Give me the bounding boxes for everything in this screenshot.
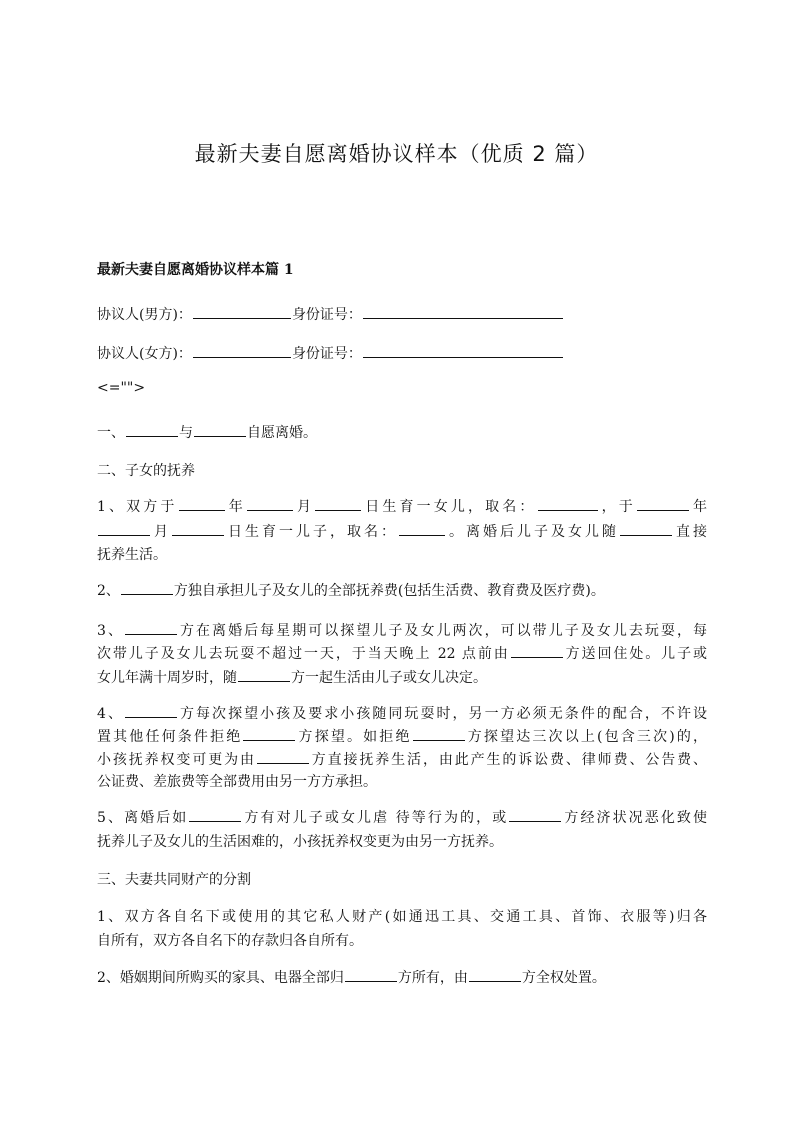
son-name-blank bbox=[399, 521, 445, 536]
item-2-3-line-1 bbox=[97, 620, 707, 640]
item-2-4-text: 小孩抚养权变可更为由 bbox=[97, 752, 256, 768]
item-2-1-text: 年 bbox=[225, 499, 246, 515]
item-2-1-text: 月 bbox=[151, 524, 171, 540]
item-2-4-blank bbox=[413, 726, 465, 741]
item-2-4-text: 置其他任何条件拒绝 bbox=[97, 729, 243, 745]
item-2-3-blank bbox=[511, 643, 563, 658]
clause-1-blank-a bbox=[126, 422, 178, 437]
item-2-3-text: 女儿年满十周岁时，随 bbox=[97, 670, 237, 686]
clause-1-mid: 与 bbox=[179, 425, 193, 441]
item-3-2-text: 方所有，由 bbox=[397, 970, 468, 986]
heading-2: 二、子女的抚养 bbox=[97, 463, 195, 479]
item-2-1-line-1 bbox=[97, 496, 707, 516]
stray-code-text: <=""> bbox=[97, 380, 146, 396]
item-2-3-text: 3、 bbox=[97, 623, 124, 639]
heading-3: 三、夫妻共同财产的分割 bbox=[97, 872, 251, 888]
item-2-5-line-1 bbox=[97, 807, 707, 827]
item-2-3-line-2 bbox=[97, 643, 707, 663]
item-2-5-blank bbox=[189, 807, 241, 822]
item-2-3-text: 次带儿子及女儿去玩耍不超过一天，于当天晚上 22 点前由 bbox=[97, 646, 510, 662]
item-2-5-blank bbox=[509, 807, 561, 822]
party-male-label: 协议人(男方)： bbox=[97, 307, 192, 323]
section-title: 最新夫妻自愿离婚协议样本篇 1 bbox=[97, 262, 294, 278]
item-2-1-text: 直接 bbox=[673, 524, 707, 540]
item-2-5-text: 方经济状况恶化致使 bbox=[562, 810, 707, 826]
item-2-4-text: 方探望。如拒绝 bbox=[296, 729, 412, 745]
item-2-5-line-2: 抚养儿子及女儿的生活困难的，小孩抚养权变更为由另一方抚养。 bbox=[97, 834, 503, 850]
item-2-3-line-3 bbox=[97, 667, 707, 687]
month-blank bbox=[247, 496, 293, 511]
item-2-1-line-2 bbox=[97, 521, 707, 541]
year-blank bbox=[179, 496, 225, 511]
item-2-4-line-4: 公证费、差旅费等全部费用由另一方方承担。 bbox=[97, 774, 377, 790]
item-2-3-text: 方在离婚后每星期可以探望儿子及女儿两次，可以带儿子及女儿去玩耍，每 bbox=[177, 623, 707, 639]
item-2-3-blank bbox=[125, 620, 177, 635]
item-2-1-text: 日生育一女儿，取名： bbox=[362, 499, 537, 515]
item-3-2-blank bbox=[469, 967, 521, 982]
item-2-4-text: 方探望达三次以上(包含三次)的， bbox=[465, 729, 708, 745]
clause-1-blank-b bbox=[194, 422, 246, 437]
item-2-1-text: 月 bbox=[293, 499, 315, 515]
item-2-3-text: 方一起生活由儿子或女儿决定。 bbox=[291, 670, 487, 686]
item-2-4-blank bbox=[243, 726, 295, 741]
item-2-2-text: 2、 bbox=[97, 583, 120, 599]
item-2-1-text: 1、双方于 bbox=[97, 499, 178, 515]
item-2-5-text: 方有对儿子或女儿虐 待等行为的，或 bbox=[242, 810, 509, 826]
item-2-4-line-2 bbox=[97, 726, 707, 746]
document-title: 最新夫妻自愿离婚协议样本（优质 2 篇） bbox=[194, 142, 599, 166]
item-2-4-text: 4、 bbox=[97, 706, 124, 722]
item-2-1-line-3: 抚养生活。 bbox=[97, 547, 167, 563]
item-2-3-text: 方送回住处。儿子或 bbox=[563, 646, 708, 662]
male-name-blank bbox=[193, 304, 291, 319]
clause-1-suffix: 自愿离婚。 bbox=[247, 425, 317, 441]
clause-1 bbox=[97, 422, 707, 442]
day-blank bbox=[315, 496, 361, 511]
item-3-1-line-2: 自所有，双方各自名下的存款归各自所有。 bbox=[97, 933, 363, 949]
item-2-4-text: 方每次探望小孩及要求小孩随同玩耍时，另一方必须无条件的配合，不许设 bbox=[177, 706, 707, 722]
item-2-1-text: 日生育一儿子，取名： bbox=[225, 524, 398, 540]
custody-blank bbox=[620, 521, 672, 536]
clause-1-prefix: 一、 bbox=[97, 425, 125, 441]
item-3-2-blank bbox=[345, 967, 397, 982]
item-2-2 bbox=[97, 580, 707, 600]
party-female-label: 协议人(女方)： bbox=[97, 346, 192, 362]
item-3-2-text: 方全权处置。 bbox=[521, 970, 606, 986]
item-3-1-line-1: 1、双方各自名下或使用的其它私人财产(如通迅工具、交通工具、首饰、衣服等)归各 bbox=[97, 909, 707, 925]
female-id-blank bbox=[363, 343, 563, 358]
item-2-5-text: 5、离婚后如 bbox=[97, 810, 189, 826]
party-male-line bbox=[97, 304, 707, 324]
male-id-blank bbox=[363, 304, 563, 319]
item-2-1-text: ，于 bbox=[598, 499, 636, 515]
item-3-2 bbox=[97, 967, 707, 987]
female-name-blank bbox=[193, 343, 291, 358]
item-2-4-line-3 bbox=[97, 749, 707, 769]
day-blank bbox=[172, 521, 224, 536]
item-2-4-blank bbox=[257, 749, 309, 764]
year-blank bbox=[637, 496, 689, 511]
item-2-4-line-1 bbox=[97, 703, 707, 723]
party-female-line bbox=[97, 343, 707, 363]
item-2-1-text: 。离婚后儿子及女儿随 bbox=[446, 524, 619, 540]
female-id-label: 身份证号： bbox=[291, 346, 362, 362]
daughter-name-blank bbox=[538, 496, 598, 511]
male-id-label: 身份证号： bbox=[291, 307, 362, 323]
item-2-1-text: 年 bbox=[689, 499, 708, 515]
month-blank bbox=[98, 521, 150, 536]
item-2-2-text: 方独自承担儿子及女儿的全部抚养费(包括生活费、教育费及医疗费)。 bbox=[173, 583, 605, 599]
item-2-4-text: 方直接抚养生活，由此产生的诉讼费、律师费、公告费、 bbox=[309, 752, 708, 768]
item-2-2-blank bbox=[121, 580, 173, 595]
item-3-2-text: 2、婚姻期间所购买的家具、电器全部归 bbox=[97, 970, 344, 986]
item-2-3-blank bbox=[238, 667, 290, 682]
item-2-4-blank bbox=[125, 703, 177, 718]
